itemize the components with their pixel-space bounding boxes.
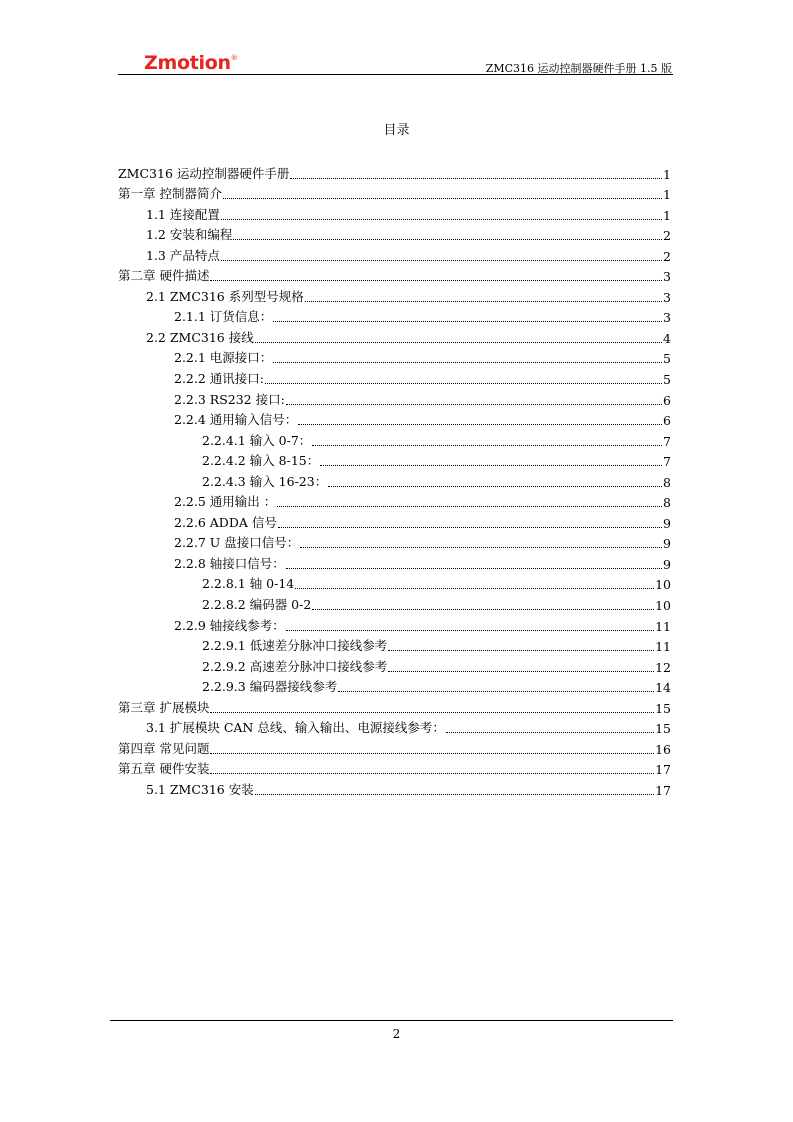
dot-leader: [295, 584, 654, 589]
dot-leader: [265, 379, 662, 384]
toc-entry-page: 9: [663, 536, 671, 552]
toc-entry[interactable]: [118, 716, 671, 737]
dot-leader: [221, 256, 662, 261]
toc-entry-page: 3: [663, 269, 671, 285]
dot-leader: [300, 543, 662, 548]
toc-entry-label: 第二章 硬件描述: [118, 268, 210, 284]
toc-entry-page: 15: [655, 721, 671, 737]
toc-entry[interactable]: [118, 531, 671, 552]
toc-entry-label: 2.2.3 RS232 接口:: [174, 391, 285, 407]
toc-entry-label: 1.3 产品特点: [146, 247, 220, 263]
toc-entry-label: 2.2.4.2 输入 8-15：: [202, 453, 320, 469]
toc-entry-label: 2.2.8 轴接口信号：: [174, 555, 285, 571]
toc-entry[interactable]: [118, 613, 671, 634]
toc-entry-page: 6: [663, 413, 671, 429]
toc-entry-page: 4: [663, 330, 671, 346]
toc-entry-page: 8: [663, 474, 671, 490]
toc-entry[interactable]: [118, 366, 671, 387]
toc-entry-page: 11: [655, 639, 671, 655]
toc-entry[interactable]: [118, 777, 671, 798]
toc-entry-page: 11: [655, 618, 671, 634]
toc-entry-label: 3.1 扩展模块 CAN 总线、输入输出、电源接线参考：: [146, 720, 445, 736]
dot-leader: [210, 708, 654, 713]
toc-entry-page: 1: [663, 187, 671, 203]
header-divider: [118, 74, 673, 75]
toc-entry[interactable]: [118, 449, 671, 470]
toc-entry-page: 1: [663, 207, 671, 223]
toc-entry-label: 2.2.9 轴接线参考：: [174, 617, 285, 633]
toc-entry[interactable]: [118, 572, 671, 593]
toc-entry-label: ZMC316 运动控制器硬件手册: [118, 165, 290, 181]
dot-leader: [312, 605, 654, 610]
toc-entry-page: 3: [663, 310, 671, 326]
dot-leader: [320, 461, 662, 466]
toc-entry-page: 10: [655, 598, 671, 614]
toc-entry-label: 2.1.1 订货信息：: [174, 309, 273, 325]
toc-entry-label: 第三章 扩展模块: [118, 699, 210, 715]
table-of-contents: [118, 161, 671, 798]
toc-entry[interactable]: [118, 490, 671, 511]
zmotion-logo: [144, 52, 237, 74]
dot-leader: [277, 502, 662, 507]
toc-entry[interactable]: [118, 161, 671, 182]
toc-entry[interactable]: [118, 736, 671, 757]
dot-leader: [255, 338, 662, 343]
dot-leader: [298, 420, 662, 425]
dot-leader: [223, 194, 662, 199]
toc-entry-label: 第五章 硬件安装: [118, 761, 210, 777]
toc-entry-label: 2.2.4 通用输入信号：: [174, 412, 298, 428]
toc-entry[interactable]: [118, 654, 671, 675]
toc-entry-label: 2.2.9.3 编码器接线参考: [202, 679, 338, 695]
toc-entry-page: 5: [663, 351, 671, 367]
toc-entry-page: 2: [663, 228, 671, 244]
toc-entry-label: 2.2.2 通讯接口:: [174, 371, 264, 387]
dot-leader: [305, 297, 662, 302]
footer-divider: [110, 1020, 673, 1021]
dot-leader: [210, 276, 662, 281]
toc-entry-label: 2.2.8.1 轴 0-14: [202, 576, 295, 592]
toc-entry-label: 5.1 ZMC316 安装: [146, 781, 254, 797]
toc-entry-label: 2.2.7 U 盘接口信号：: [174, 535, 300, 551]
toc-entry-page: 3: [663, 289, 671, 305]
toc-entry[interactable]: [118, 695, 671, 716]
page-number: 2: [392, 1027, 401, 1041]
toc-entry[interactable]: [118, 510, 671, 531]
toc-entry-page: 9: [663, 556, 671, 572]
toc-entry[interactable]: [118, 551, 671, 572]
toc-heading: 目录: [383, 123, 410, 138]
dot-leader: [286, 564, 662, 569]
dot-leader: [312, 441, 662, 446]
toc-entry-page: 1: [663, 166, 671, 182]
toc-entry-page: 16: [655, 741, 671, 757]
toc-entry[interactable]: [118, 305, 671, 326]
registered-mark: ®: [230, 54, 238, 62]
toc-entry-label: 2.2.4.1 输入 0-7：: [202, 432, 312, 448]
toc-entry-page: 14: [655, 680, 671, 696]
toc-entry-label: 2.1 ZMC316 系列型号规格: [146, 288, 304, 304]
toc-entry[interactable]: [118, 408, 671, 429]
header-title: ZMC316 运动控制器硬件手册 1.5 版: [485, 62, 672, 75]
dot-leader: [278, 523, 662, 528]
dot-leader: [210, 769, 654, 774]
toc-entry-label: 1.2 安装和编程: [146, 227, 233, 243]
toc-entry-page: 17: [655, 782, 671, 798]
toc-entry[interactable]: [118, 182, 671, 203]
dot-leader: [233, 235, 662, 240]
toc-entry-page: 12: [655, 659, 671, 675]
toc-entry-label: 2.2.1 电源接口：: [174, 350, 273, 366]
toc-entry-label: 2.2.4.3 输入 16-23：: [202, 473, 328, 489]
dot-leader: [221, 215, 662, 220]
dot-leader: [286, 626, 654, 631]
toc-entry-label: 1.1 连接配置: [146, 206, 220, 222]
toc-entry-page: 15: [655, 700, 671, 716]
dot-leader: [388, 646, 654, 651]
toc-entry[interactable]: [118, 469, 671, 490]
dot-leader: [286, 400, 662, 405]
toc-entry[interactable]: [118, 284, 671, 305]
dot-leader: [255, 790, 654, 795]
toc-entry-page: 6: [663, 392, 671, 408]
toc-entry[interactable]: [118, 346, 671, 367]
toc-entry-label: 第一章 控制器简介: [118, 186, 222, 202]
toc-entry[interactable]: [118, 223, 671, 244]
dot-leader: [210, 749, 654, 754]
dot-leader: [446, 728, 654, 733]
toc-entry-page: 5: [663, 372, 671, 388]
toc-entry-label: 2.2.5 通用输出 ：: [174, 494, 277, 510]
toc-entry[interactable]: [118, 592, 671, 613]
toc-entry-label: 2.2 ZMC316 接线: [146, 329, 254, 345]
dot-leader: [290, 174, 662, 179]
toc-entry-label: 2.2.9.2 高速差分脉冲口接线参考: [202, 658, 388, 674]
dot-leader: [388, 667, 654, 672]
dot-leader: [338, 687, 654, 692]
dot-leader: [328, 482, 662, 487]
toc-entry-page: 2: [663, 248, 671, 264]
toc-entry[interactable]: [118, 202, 671, 223]
toc-entry[interactable]: [118, 243, 671, 264]
dot-leader: [273, 317, 662, 322]
toc-entry-page: 7: [663, 433, 671, 449]
dot-leader: [273, 358, 662, 363]
toc-entry-page: 8: [663, 495, 671, 511]
toc-entry-label: 2.2.9.1 低速差分脉冲口接线参考: [202, 638, 388, 654]
toc-entry[interactable]: [118, 264, 671, 285]
toc-entry-label: 2.2.8.2 编码器 0-2: [202, 597, 312, 613]
toc-entry[interactable]: [118, 675, 671, 696]
toc-entry[interactable]: [118, 634, 671, 655]
toc-entry[interactable]: [118, 757, 671, 778]
toc-entry[interactable]: [118, 428, 671, 449]
toc-entry-page: 10: [655, 577, 671, 593]
logo-text: Zmotion: [144, 52, 231, 74]
toc-entry-page: 7: [663, 454, 671, 470]
toc-entry[interactable]: [118, 325, 671, 346]
toc-entry[interactable]: [118, 387, 671, 408]
toc-entry-page: 9: [663, 515, 671, 531]
toc-entry-page: 17: [655, 762, 671, 778]
toc-entry-label: 2.2.6 ADDA 信号: [174, 514, 277, 530]
toc-entry-label: 第四章 常见问题: [118, 740, 210, 756]
